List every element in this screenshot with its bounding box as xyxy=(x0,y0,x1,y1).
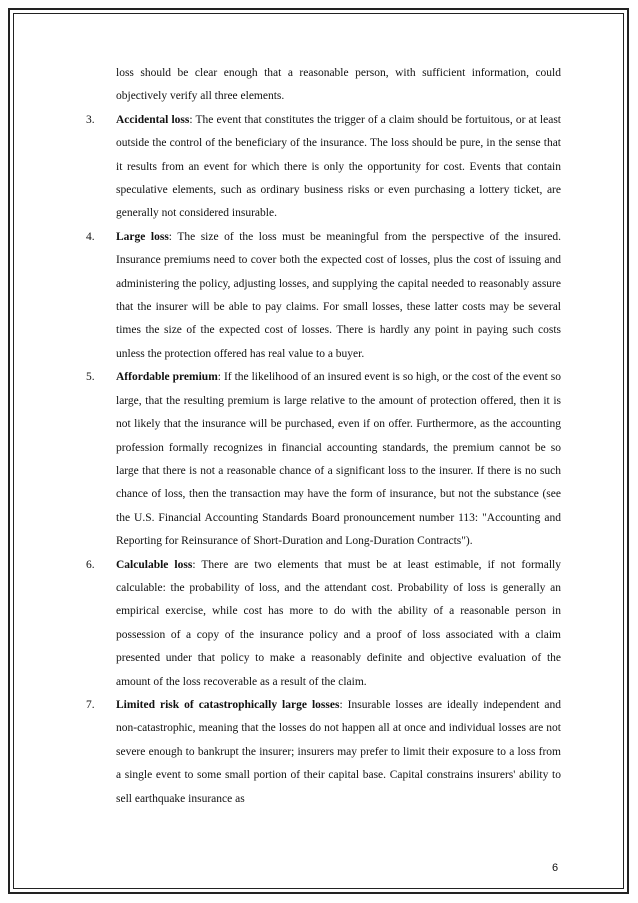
item-text: The event that constitutes the trigger of a claim should be fortuitous, or at least outside the control of the beneficiary of the insurance. The loss should be pure, in the sense that it results from an event for which there is only the opportunity for cost. Events that contain speculative elements, such as ordinary business risks or even purchasing a lottery ticket, are generally not considered insurable. xyxy=(116,113,561,220)
list-item xyxy=(86,62,561,109)
item-number: 3. xyxy=(86,113,95,126)
list-item xyxy=(86,554,561,694)
item-term: Affordable premium xyxy=(116,371,218,384)
list-item xyxy=(86,109,561,226)
list-item xyxy=(86,366,561,553)
item-number: 7. xyxy=(86,698,95,711)
item-term: Limited risk of catastrophically large losses xyxy=(116,698,340,711)
item-text: There are two elements that must be at least estimable, if not formally calculable: the probability of loss, and the attendant cost. Probability of loss is generally an empirical exercise, while cost has more to do with the ability of a reasonable person in possession of a copy of the insurance policy and a proof of loss associated with a claim presented under that policy to make a reasonably definite and objective evaluation of the amount of the loss recoverable as a result of the claim. xyxy=(116,558,561,688)
item-term: Accidental loss xyxy=(116,113,190,126)
item-text: If the likelihood of an insured event is so high, or the cost of the event so large, that the resulting premium is large relative to the amount of protection offered, then it is not likely that the insurance will be purchased, even if on offer. Furthermore, as the accounting profession formally recognizes in financial accounting standards, the premium cannot be so large that there is not a reasonable chance of a significant loss to the insurer. If there is no such chance of loss, then the transaction may have the form of insurance, but not the substance (see the U.S. Financial Accounting Standards Board pronouncement number 113: "Accounting and Reporting for Reinsurance of Short-Duration and Long-Duration Contracts"). xyxy=(116,371,562,548)
document-body xyxy=(86,62,561,811)
item-separator: : xyxy=(217,371,224,384)
list-item xyxy=(86,694,561,811)
item-separator: : xyxy=(192,558,202,571)
item-term: Calculable loss xyxy=(116,558,193,571)
item-term: Large loss xyxy=(116,230,169,243)
item-separator: : xyxy=(189,113,196,126)
page-number: 6 xyxy=(552,862,559,874)
list-item xyxy=(86,226,561,366)
item-text: Insurable losses are ideally independent and non-catastrophic, meaning that the losses do not happen all at once and individual losses are not severe enough to bankrupt the insurer; insurers may prefer to limit their exposure to a loss from a single event to some small portion of their capital base. Capital constrains insurers' ability to sell earthquake insurance as xyxy=(116,698,562,805)
item-text: The size of the loss must be meaningful from the perspective of the insured. Insurance premiums need to cover both the expected cost of losses, plus the cost of issuing and administering the policy, adjusting losses, and supplying the capital needed to reasonably assure that the insurer will be able to pay claims. For small losses, these latter costs may be several times the size of the expected cost of losses. There is hardly any point in paying such costs unless the protection offered has real value to a buyer. xyxy=(116,230,562,360)
item-text: loss should be clear enough that a reasonable person, with sufficient information, could objectively verify all three elements. xyxy=(116,67,561,103)
item-number: 4. xyxy=(86,230,95,243)
item-separator: : xyxy=(339,698,348,711)
item-separator: : xyxy=(168,230,178,243)
item-number: 6. xyxy=(86,558,95,571)
item-number: 5. xyxy=(86,371,95,384)
